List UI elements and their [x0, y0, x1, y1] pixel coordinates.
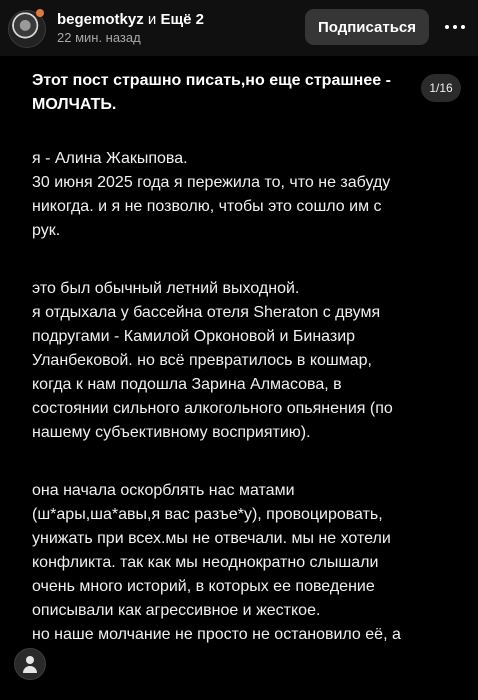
body-line: но наше молчание не просто не остановило её, а — [32, 626, 401, 643]
body-line: очень много историй, в которых ее поведение — [32, 578, 375, 595]
page-counter-badge: 1/16 — [421, 74, 461, 102]
subscribe-button[interactable]: Подписаться — [305, 9, 429, 45]
post-body — [32, 147, 442, 647]
paragraph-spacer — [32, 243, 442, 277]
post-title: Этот пост страшно писать,но еще страшнее - МОЛЧАТЬ. — [32, 72, 391, 113]
user-icon-head — [26, 656, 34, 664]
post-timestamp: 22 мин. назад — [57, 30, 141, 45]
user-icon-torso — [23, 666, 37, 673]
paragraph-spacer — [32, 445, 442, 479]
body-line: унижать при всех.мы не отвечали. мы не хотели — [32, 530, 391, 547]
more-dot — [461, 25, 465, 29]
body-line: рук. — [32, 222, 61, 239]
body-line: 30 июня 2025 года я пережила то, что не забуду — [32, 174, 391, 191]
body-line: я отдыхала у бассейна отеля Sheraton с двумя — [32, 304, 381, 321]
author-username[interactable]: begemotkyz — [57, 11, 144, 28]
body-line: Уланбековой. но всё превратилось в кошмар, — [32, 352, 372, 369]
more-horizontal-icon[interactable] — [445, 18, 465, 36]
body-line: конфликта. так как мы неоднократно слышали — [32, 554, 379, 571]
body-line: состоянии сильного алкогольного опьянения (по — [32, 400, 393, 417]
user-icon[interactable] — [14, 648, 46, 680]
body-line: описывали как агрессивное и жесткое. — [32, 602, 321, 619]
post-header — [0, 0, 478, 56]
body-line: она начала оскорблять нас матами — [32, 482, 295, 499]
author-line — [57, 11, 204, 28]
body-line: подругами - Камилой Орконовой и Биназир — [32, 328, 356, 345]
body-line: это был обычный летний выходной. — [32, 280, 300, 297]
author-connector: и — [147, 11, 157, 28]
post-content[interactable] — [0, 56, 478, 700]
body-line: я - Алина Жакыпова. — [32, 150, 188, 167]
coauthors-link[interactable]: Ещё 2 — [160, 11, 204, 28]
body-line: (ш*ары,ша*авы,я вас разъе*у), провоцировать, — [32, 506, 383, 523]
body-line: нашему субъективному восприятию). — [32, 424, 311, 441]
body-line: никогда. и я не позволю, чтобы это сошло им с — [32, 198, 382, 215]
more-dot — [445, 25, 449, 29]
more-dot — [453, 25, 457, 29]
story-ring-dot — [36, 9, 44, 17]
body-line: когда к нам подошла Зарина Алмасова, в — [32, 376, 342, 393]
